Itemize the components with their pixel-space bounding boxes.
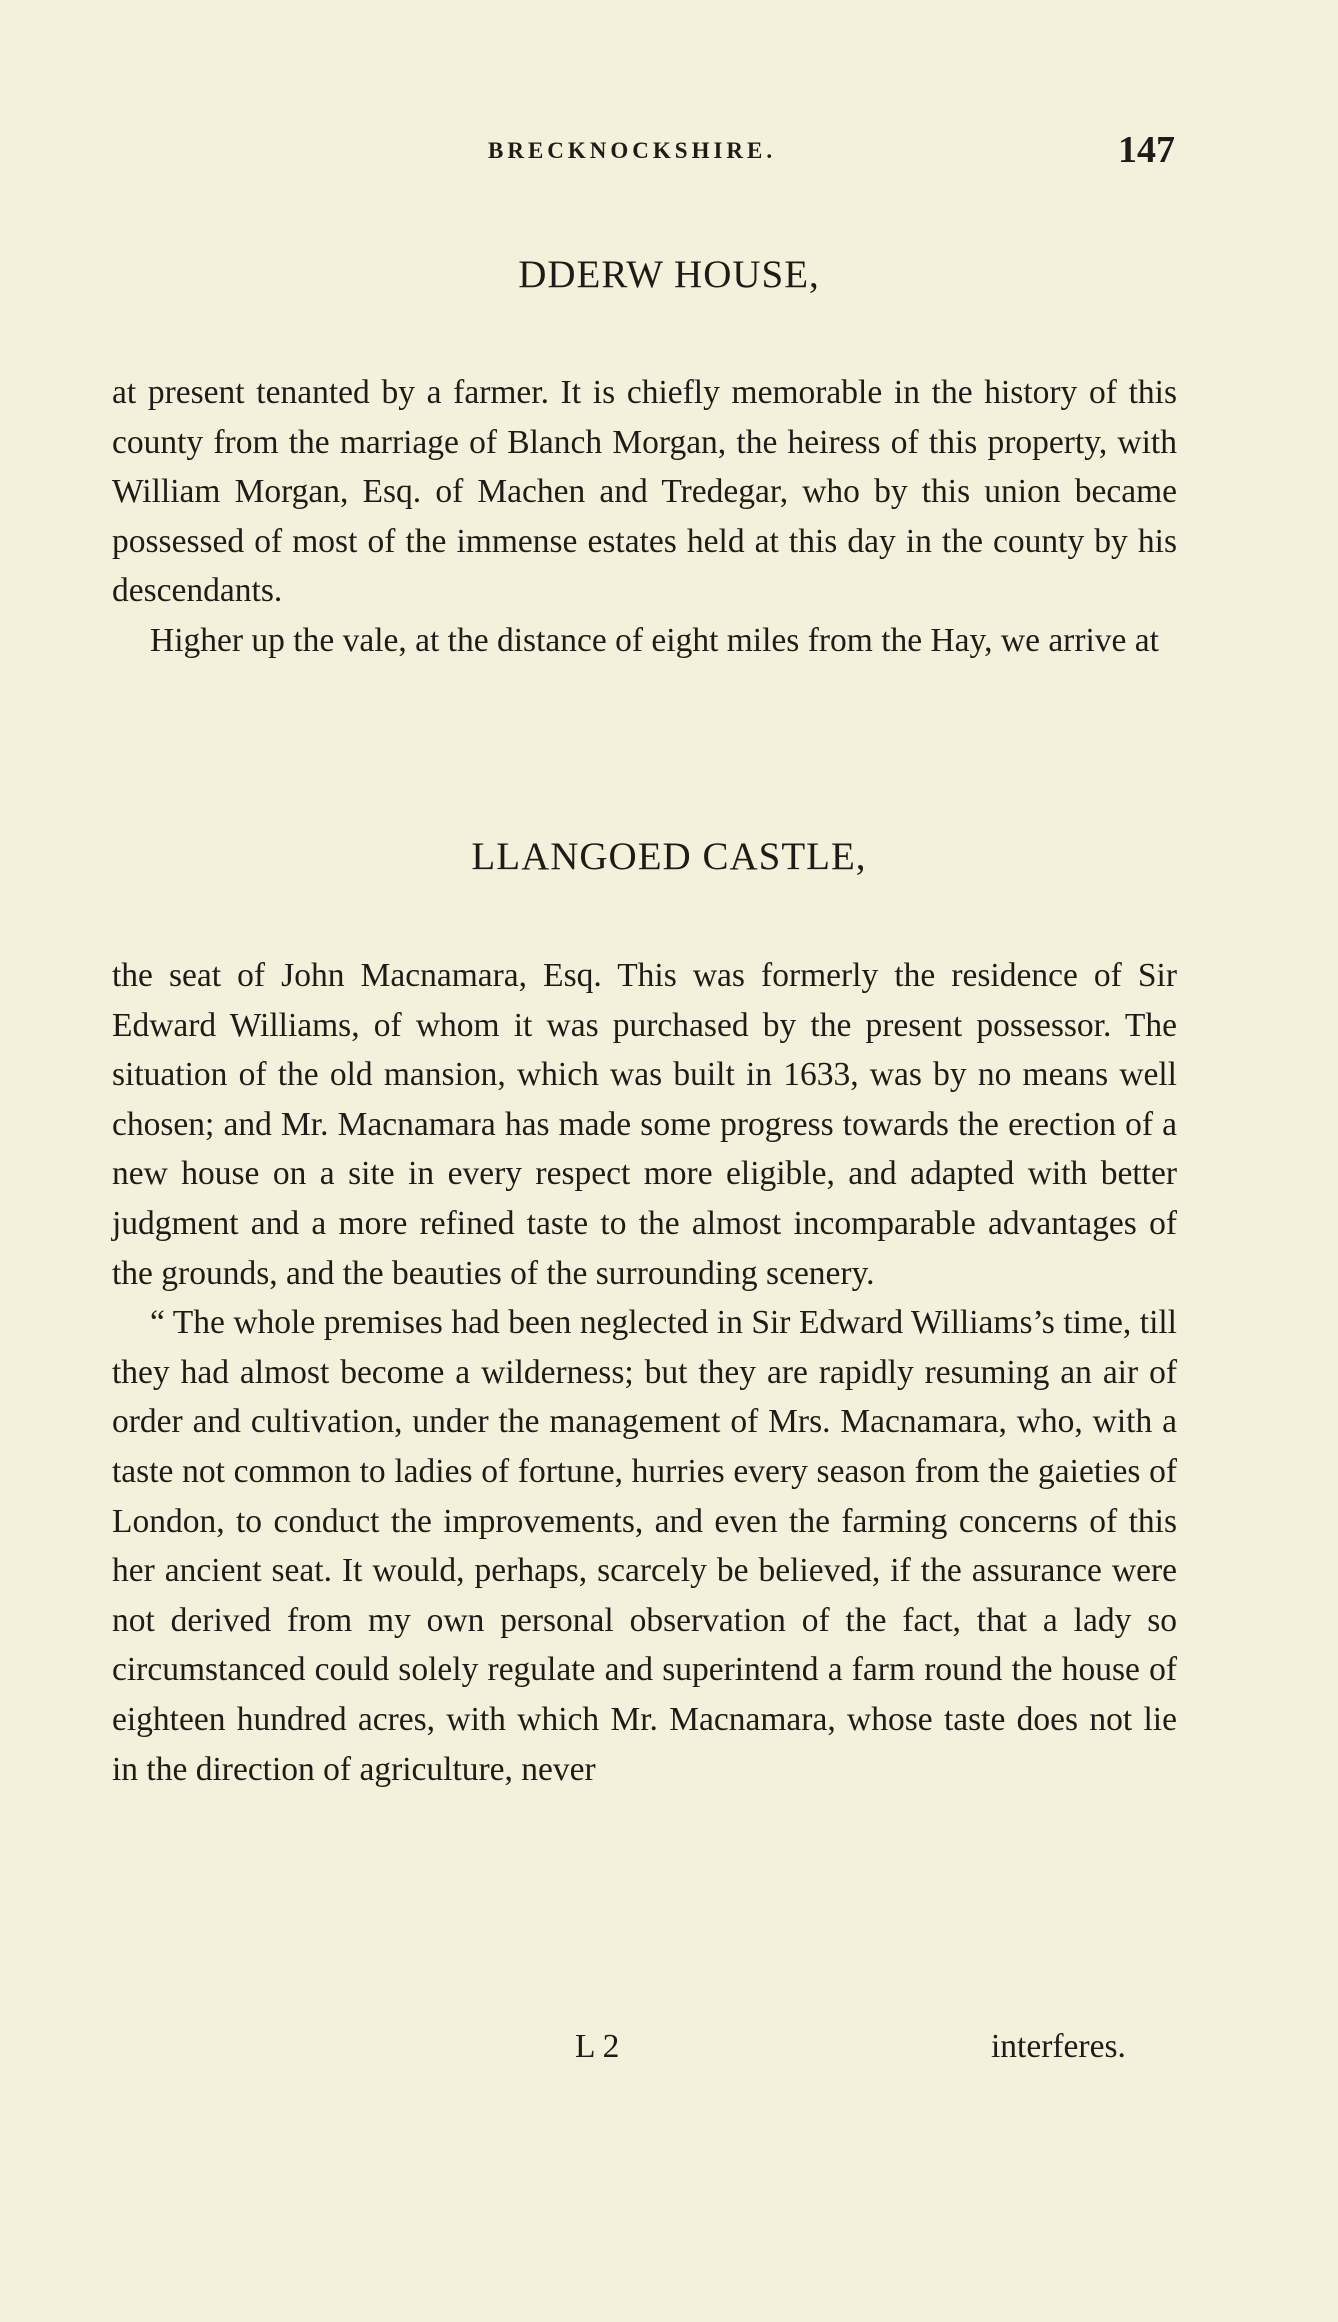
catchword: interferes.	[991, 2028, 1126, 2065]
running-head: BRECKNOCKSHIRE.	[488, 138, 777, 163]
page-number: 147	[1118, 129, 1175, 171]
page-footer	[0, 2028, 1338, 2078]
paragraph: “ The whole premises had been neglected in Sir Edward Williams’s time, till they had almost become a wilderness; but they are rapidly resuming an air of order and cultivation, under the management of Mrs. Macnamara, who, with a taste not common to ladies of fortune, hurries every season from the gaieties of London, to conduct the improvements, and even the farming concerns of this her ancient seat. It would, perhaps, scarcely be believed, if the assurance were not derived from my own personal observation of the fact, that a lady so circumstanced could solely regulate and superintend a farm round the house of eighteen hundred acres, with which Mr. Macnamara, whose taste does not lie in the direction of agriculture, never	[112, 1304, 1177, 1788]
section-body-llangoed-castle	[112, 951, 1177, 1794]
section-heading-dderw-house: DDERW HOUSE,	[518, 253, 820, 296]
section-body-dderw-house	[112, 368, 1177, 666]
signature-mark: L 2	[575, 2028, 620, 2065]
paragraph: the seat of John Macnamara, Esq. This was formerly the residence of Sir Edward Williams, of whom it was purchased by the present possessor. The situation of the old mansion, which was built in 1633, was by no means well chosen; and Mr. Macnamara has made some progress towards the erection of a new house on a site in every respect more eligible, and adapted with better judgment and a more refined taste to the almost incomparable advantages of the grounds, and the beauties of the surrounding scenery.	[112, 957, 1177, 1292]
paragraph: at present tenanted by a farmer. It is chiefly memorable in the history of this county from the marriage of Blanch Morgan, the heiress of this property, with William Morgan, Esq. of Machen and Tredegar, who by this union became possessed of most of the immense estates held at this day in the county by his descendants.	[112, 374, 1177, 610]
section-heading-llangoed-castle: LLANGOED CASTLE,	[471, 835, 867, 878]
paragraph: Higher up the vale, at the distance of eight miles from the Hay, we arrive at	[150, 621, 1159, 659]
